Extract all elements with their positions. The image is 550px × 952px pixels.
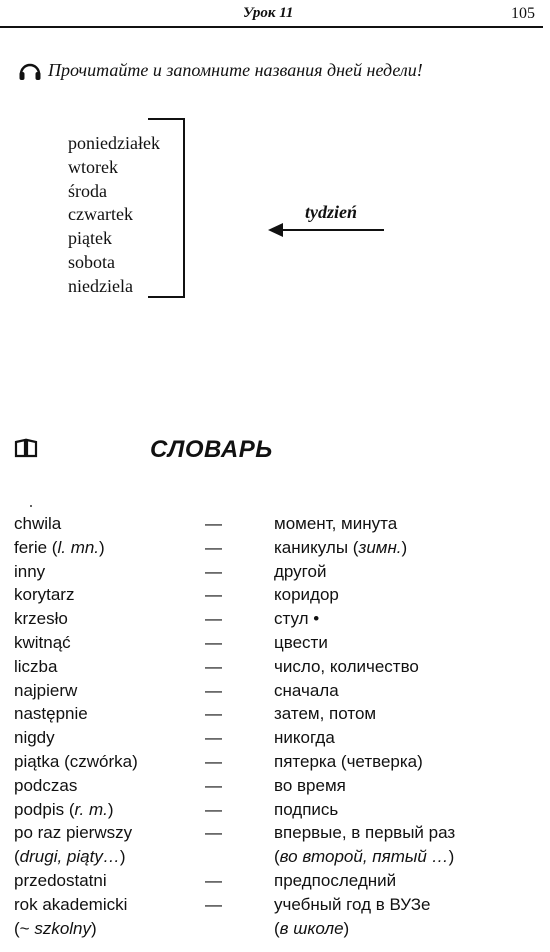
- polish-word: (~ szkolny): [14, 918, 97, 938]
- entry-dash: —: [205, 751, 222, 771]
- vocabulary-title: СЛОВАРЬ: [150, 436, 273, 463]
- polish-word: następnie: [14, 704, 88, 724]
- polish-word: korytarz: [14, 585, 75, 605]
- polish-word-italic: l. mn.: [57, 537, 100, 557]
- chapter-title: Урок 11: [243, 5, 294, 21]
- entry-dash: —: [205, 823, 222, 843]
- entry-dash: —: [205, 728, 222, 748]
- russian-translation: сначала: [274, 680, 339, 700]
- russian-translation-italic: во второй, пятый …: [279, 847, 449, 867]
- russian-translation: во время: [274, 775, 346, 795]
- polish-word: po raz pierwszy: [14, 823, 133, 843]
- entry-dash: —: [205, 656, 222, 676]
- russian-translation-italic: зимн.: [358, 537, 402, 557]
- headphones-icon: [18, 61, 42, 81]
- vocabulary-entry: [0, 562, 550, 586]
- arrow-left-icon: [268, 222, 386, 238]
- vocabulary-list: [0, 514, 550, 942]
- day-item: piątek: [68, 228, 112, 249]
- entry-dash: —: [205, 680, 222, 700]
- vocabulary-entry: [0, 847, 550, 871]
- polish-word: przedostatni: [14, 870, 107, 890]
- vocabulary-entry: [0, 585, 550, 609]
- russian-translation: стул •: [274, 609, 320, 629]
- entry-dash: —: [205, 704, 222, 724]
- polish-word-italic: szkolny: [34, 918, 91, 938]
- russian-translation: затем, потом: [274, 704, 377, 724]
- instruction-text: Прочитайте и запомните названия дней недели!: [48, 60, 423, 80]
- entry-dash: —: [205, 609, 222, 629]
- vocabulary-entry: [0, 895, 550, 919]
- russian-translation: цвести: [274, 632, 328, 652]
- polish-word: (drugi, piąty…): [14, 847, 126, 867]
- russian-translation: (во второй, пятый …): [274, 847, 455, 867]
- russian-translation: предпоследний: [274, 870, 397, 890]
- vocabulary-entry: [0, 514, 550, 538]
- russian-translation: другой: [274, 561, 327, 581]
- day-item: czwartek: [68, 204, 133, 225]
- polish-word: najpierw: [14, 680, 78, 700]
- vocabulary-entry: [0, 681, 550, 705]
- vocabulary-entry: [0, 823, 550, 847]
- vocabulary-entry: [0, 800, 550, 824]
- polish-word: rok akademicki: [14, 894, 128, 914]
- book-icon: [14, 438, 38, 458]
- vocabulary-entry: [0, 919, 550, 943]
- vocabulary-entry: [0, 871, 550, 895]
- entry-dash: —: [205, 799, 222, 819]
- russian-translation: никогда: [274, 728, 335, 748]
- polish-word: piątka (czwórka): [14, 751, 138, 771]
- polish-word: chwila: [14, 514, 62, 533]
- vocabulary-entry: [0, 657, 550, 681]
- russian-translation: учебный год в ВУЗе: [274, 894, 431, 914]
- day-item: poniedziałek: [68, 133, 160, 153]
- polish-word: liczba: [14, 656, 58, 676]
- russian-translation: подпись: [274, 799, 339, 819]
- russian-translation: момент, минута: [274, 514, 398, 533]
- russian-translation: (в школе): [274, 918, 350, 938]
- week-label: tydzień: [305, 202, 357, 222]
- entry-dash: —: [205, 775, 222, 795]
- header-rule: [0, 26, 543, 28]
- vocabulary-entry: [0, 752, 550, 776]
- days-bracket: [148, 118, 185, 298]
- polish-word: podpis (r. m.): [14, 799, 114, 819]
- polish-word: ferie (l. mn.): [14, 537, 105, 557]
- instruction: [18, 60, 423, 81]
- vocabulary-entry: [0, 609, 550, 633]
- entry-dash: —: [205, 632, 222, 652]
- polish-word: nigdy: [14, 728, 55, 748]
- entry-dash: —: [205, 894, 222, 914]
- scan-speck: [30, 505, 32, 507]
- days-list: [68, 132, 160, 299]
- polish-word-italic: drugi, piąty…: [19, 847, 120, 867]
- page-number: 105: [511, 5, 535, 22]
- entry-dash: —: [205, 537, 222, 557]
- vocabulary-entry: [0, 704, 550, 728]
- entry-dash: —: [205, 585, 222, 605]
- russian-translation: число, количество: [274, 656, 419, 676]
- vocabulary-entry: [0, 728, 550, 752]
- russian-translation-italic: в школе: [279, 918, 344, 938]
- day-item: sobota: [68, 251, 115, 272]
- entry-dash: —: [205, 561, 222, 581]
- russian-translation: коридор: [274, 585, 339, 605]
- russian-translation: впервые, в первый раз: [274, 823, 456, 843]
- entry-dash: —: [205, 514, 222, 533]
- polish-word: podczas: [14, 775, 78, 795]
- day-item: niedziela: [68, 275, 133, 296]
- day-item: środa: [68, 180, 107, 201]
- vocabulary-entry: [0, 776, 550, 800]
- vocabulary-entry: [0, 538, 550, 562]
- polish-word: inny: [14, 561, 46, 581]
- polish-word: kwitnąć: [14, 632, 71, 652]
- day-item: wtorek: [68, 156, 118, 177]
- vocabulary-entry: [0, 633, 550, 657]
- polish-word-italic: r. m.: [74, 799, 108, 819]
- entry-dash: —: [205, 870, 222, 890]
- polish-word: krzesło: [14, 609, 68, 629]
- russian-translation: пятерка (четверка): [274, 751, 423, 771]
- vocabulary-icon-wrap: [14, 438, 38, 458]
- russian-translation: каникулы (зимн.): [274, 537, 408, 557]
